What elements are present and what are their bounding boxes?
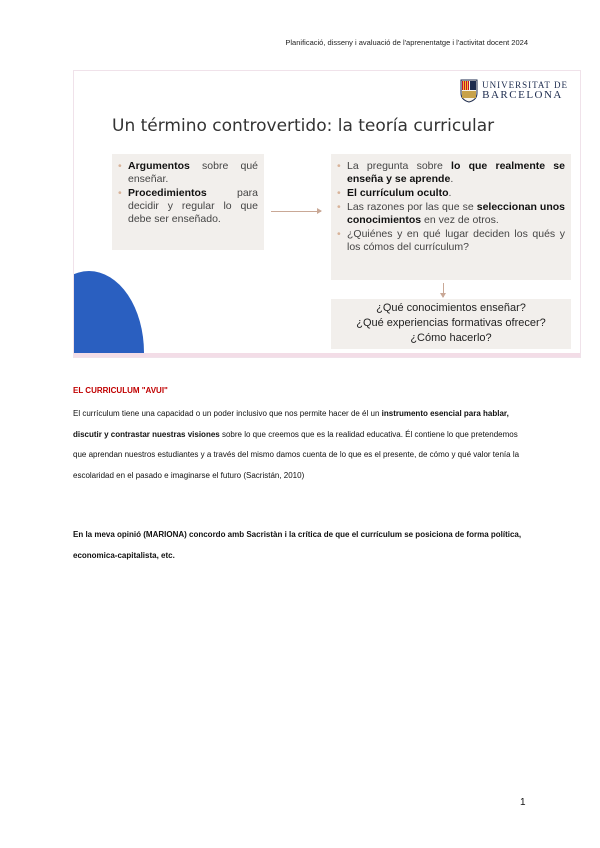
list-item: • El currículum oculto.	[337, 187, 565, 200]
shield-icon	[460, 79, 478, 103]
university-logo	[460, 79, 568, 103]
right-box	[331, 154, 571, 280]
question-1: ¿Qué conocimientos enseñar?	[376, 302, 526, 314]
page-number: 1	[520, 797, 526, 808]
slide-bottom-border	[74, 353, 580, 357]
logo-line-2: BARCELONA	[482, 89, 563, 101]
arrow-right-icon	[271, 211, 321, 212]
decorative-blue-shape	[73, 271, 144, 358]
list-item: • Las razones por las que se seleccionan unos conocimientos en vez de otros.	[337, 201, 565, 227]
left-box	[112, 154, 264, 250]
questions-box	[331, 299, 571, 349]
list-item: • Procedimientos para decidir y regular lo que debe ser enseñado.	[118, 187, 258, 226]
list-item: • Argumentos sobre qué enseñar.	[118, 160, 258, 186]
list-item: • ¿Quiénes y en qué lugar deciden los qués y los cómos del currículum?	[337, 228, 565, 254]
section-title: EL CURRICULUM "AVUI"	[73, 386, 168, 395]
slide-image	[73, 70, 581, 358]
opinion-paragraph: En la meva opinió (MARIONA) concordo amb Sacristàn i la crítica de que el currículum se posiciona de forma política, economica-capitalista, etc.	[73, 530, 522, 560]
page-header: Planificació, disseny i avaluació de l'aprenentatge i l'activitat docent 2024	[285, 38, 528, 47]
list-item: • La pregunta sobre lo que realmente se enseña y se aprende.	[337, 160, 565, 186]
question-2: ¿Qué experiencias formativas ofrecer?	[356, 317, 546, 329]
slide-title: Un término controvertido: la teoría curricular	[112, 116, 495, 136]
question-3: ¿Cómo hacerlo?	[410, 332, 492, 344]
logo-line-1: UNIVERSITAT DE	[482, 80, 568, 90]
body-paragraph: El currículum tiene una capacidad o un poder inclusivo que nos permite hacer de él un instrumento esencial para hablar, discutir y contrastar nuestras visiones sobre lo que creemos que es la realidad educativa. Él contiene lo que pretendemos que aprendan nuestros estudiantes y a través del mismo damos cuenta de lo que es el presente, de cómo y qué valor tenía la escolaridad en el pasado e imaginarse el futuro (Sacristán, 2010)	[73, 409, 520, 480]
arrow-down-icon	[443, 283, 444, 297]
